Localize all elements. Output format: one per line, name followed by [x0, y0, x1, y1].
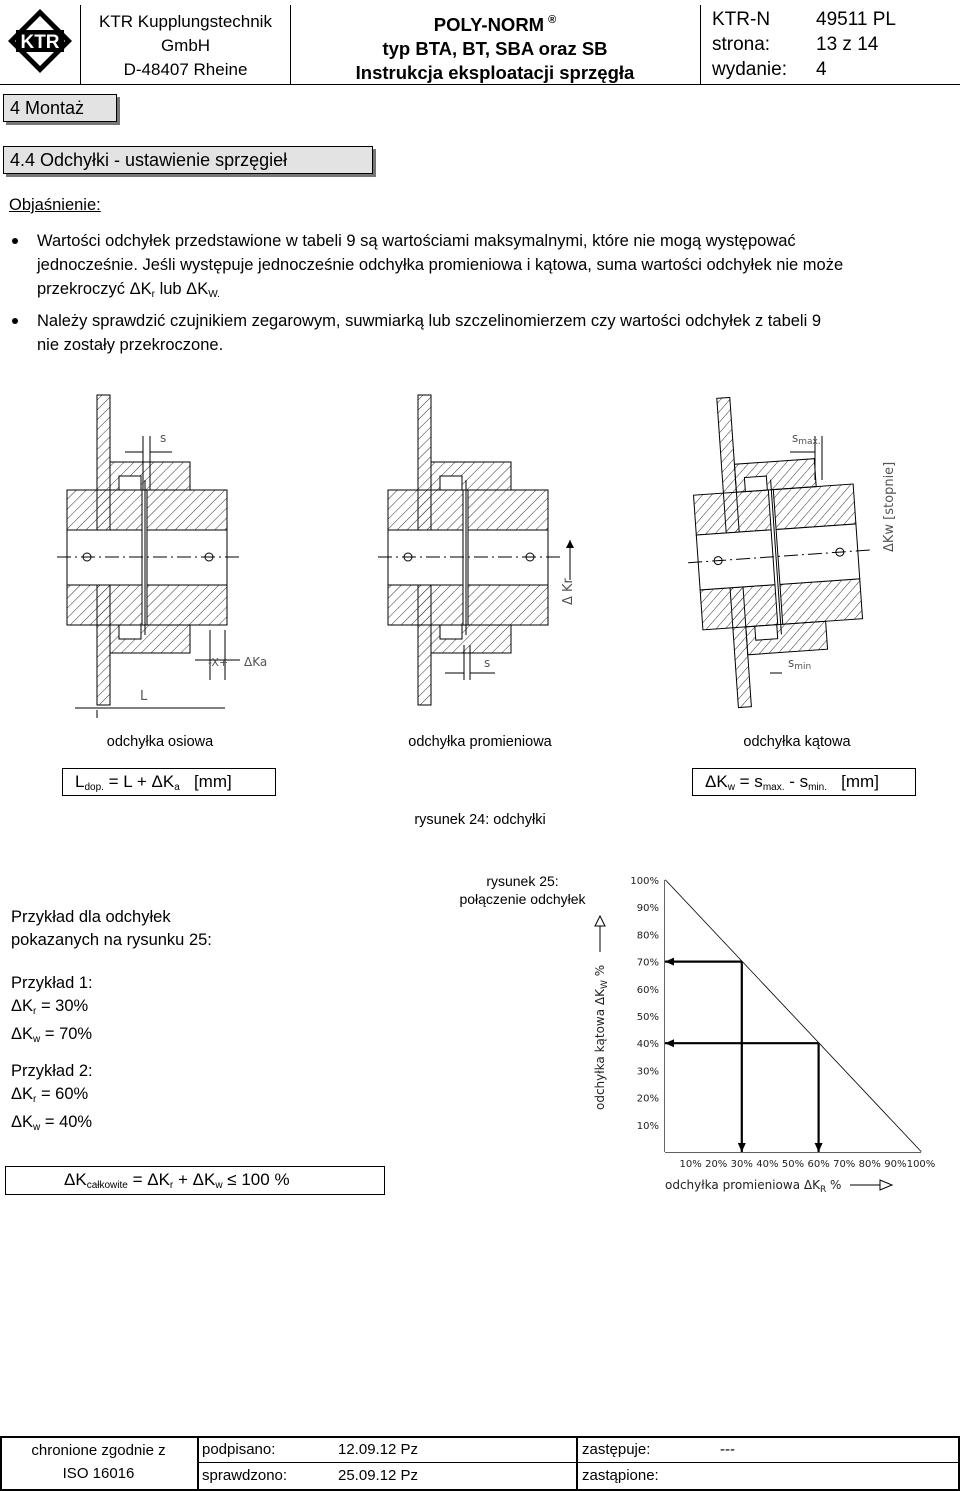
x-tick-label: 90%: [884, 1159, 907, 1170]
ktr-logo: [7, 8, 73, 74]
chart-y-axis-label: odchyłka kątowa $\Delta K_W$ %: [593, 964, 610, 1110]
y-tick-label: 10%: [636, 1120, 659, 1132]
y-tick-label: 50%: [636, 1012, 659, 1023]
y-tick-label: 40%: [636, 1039, 659, 1051]
x-tick-label: 70%: [833, 1159, 856, 1170]
registered-icon: ®: [548, 14, 557, 26]
signed-label: podpisano:: [202, 1441, 276, 1458]
x-tick-label: 20%: [705, 1159, 728, 1170]
x-tick-label: 10%: [679, 1159, 702, 1170]
manual-title: Instrukcja eksploatacji sprzęgła: [355, 62, 635, 83]
y-tick-label: 70%: [636, 957, 659, 969]
section-title: 4 Montaż: [3, 94, 117, 122]
example-intro: Przykład dla odchyłek pokazanych na rysunku 25:: [11, 908, 212, 949]
smin-label: smin: [788, 656, 812, 672]
page-label: strona:: [712, 34, 771, 55]
deviation-drawings: [0, 380, 960, 725]
delta-kw-label: ΔKw [stopnie]: [882, 461, 897, 552]
angular-formula-box: $\Delta K_w = s_{max.} - s_{min.}$ [mm]: [692, 768, 916, 796]
svg-text:KTR: KTR: [20, 32, 60, 53]
radial-gap-s-label: s: [484, 656, 491, 670]
product-name: POLY-NORM: [433, 14, 545, 35]
checked-value: 25.09.12 Pz: [338, 1467, 419, 1484]
axial-formula-box: $L_{dop.} = L + \Delta K_a$ [mm]: [62, 768, 276, 796]
x-tick-label: 30%: [730, 1159, 753, 1170]
caption-angular: odchyłka kątowa: [743, 734, 851, 750]
example-1: Przykład 1: $\Delta K_r = 30\%$ $\Delta K_w = 70\%$: [11, 974, 93, 1045]
x-tick-label: 40%: [756, 1159, 779, 1170]
doc-code: KTR-N: [712, 9, 771, 30]
x-axis-arrow-icon: [850, 1180, 892, 1190]
x-tick-label: 60%: [807, 1159, 830, 1170]
y-tick-label: 90%: [636, 903, 659, 915]
iso-note: chronione zgodnie z ISO 16016: [31, 1442, 166, 1482]
edition-value: 4: [816, 59, 827, 80]
y-tick-label: 60%: [636, 984, 659, 996]
axial-deviation-drawing: [57, 395, 267, 718]
total-formula-box: $\Delta K_{całkowite} = \Delta K_r + \Delta K_w \le 100$ %: [5, 1166, 385, 1195]
chart-x-axis-label: odchyłka promieniowa $\Delta K_R$ %: [665, 1178, 842, 1195]
axial-xplus-label: -X+: [208, 656, 229, 669]
document-info: [712, 7, 896, 82]
edition-label: wydanie:: [712, 59, 787, 80]
product-info: [300, 8, 690, 85]
company-form: GmbH: [160, 36, 211, 55]
y-tick-label: 80%: [636, 930, 659, 942]
header-divider: [0, 84, 960, 85]
chart-x-ticks: [679, 1159, 935, 1170]
chart-y-ticks: [630, 876, 659, 1132]
example-2: Przykład 2: $\Delta K_r = 60\%$ $\Delta K_w = 40\%$: [11, 1062, 93, 1133]
doc-number: 49511 PL: [816, 9, 896, 30]
caption-axial: odchyłka osiowa: [106, 734, 214, 750]
subsection-title: 4.4 Odchyłki - ustawienie sprzęgieł: [3, 146, 373, 174]
figure24-title: rysunek 24: odchyłki: [414, 812, 546, 828]
smax-label: smax.: [792, 431, 821, 447]
caption-radial: odchyłka promieniowa: [408, 734, 552, 750]
y-axis-arrow-icon: [595, 916, 605, 952]
y-tick-label: 20%: [636, 1093, 659, 1105]
x-tick-label: 80%: [858, 1159, 881, 1170]
page-value: 13 z 14: [816, 34, 879, 55]
replaces-value: ---: [720, 1441, 735, 1458]
radial-deviation-drawing: [378, 395, 576, 705]
gap-s-label: s: [160, 431, 167, 445]
company-name: KTR Kupplungstechnik: [99, 12, 272, 31]
delta-ka-label: ΔKa: [244, 655, 268, 669]
x-tick-label: 50%: [781, 1159, 805, 1170]
chart-title: rysunek 25: połączenie odchyłek: [459, 873, 586, 907]
footer: [0, 1436, 960, 1491]
x-tick-label: 100%: [906, 1159, 936, 1170]
company-address: D-48407 Rheine: [123, 60, 248, 79]
y-tick-label: 30%: [636, 1066, 659, 1078]
explanation-heading: Objaśnienie:: [9, 196, 101, 214]
length-l-label: L: [140, 689, 148, 704]
replaces-label: zastępuje:: [582, 1441, 651, 1458]
checked-label: sprawdzono:: [202, 1467, 288, 1484]
delta-kr-label: Δ Kr: [561, 578, 576, 605]
replaced-by-label: zastąpione:: [582, 1467, 659, 1484]
signed-value: 12.09.12 Pz: [338, 1441, 419, 1458]
angular-deviation-drawing: [677, 388, 897, 710]
bullet-item-2: Należy sprawdzić czujnikiem zegarowym, suwmiarką lub szczelinomierzem czy wartości odchyłek z tabeli 9 nie zostały przekroczone.: [37, 309, 957, 357]
product-types: typ BTA, BT, SBA oraz SB: [382, 38, 608, 59]
deviation-combination-chart: [580, 860, 960, 1200]
company-info: [88, 10, 283, 82]
y-tick-label: 100%: [630, 876, 659, 887]
bullet-item-1: Wartości odchyłek przedstawione w tabeli 9 są wartościami maksymalnymi, które nie mogą występować jednocześnie. Jeśli występuje jednocześnie odchyłka promieniowa i kątowa, suma wartości odchyłek nie może przekroczyć $\Delta K_r$ lub $\Delta K_{W.}$: [37, 229, 957, 307]
